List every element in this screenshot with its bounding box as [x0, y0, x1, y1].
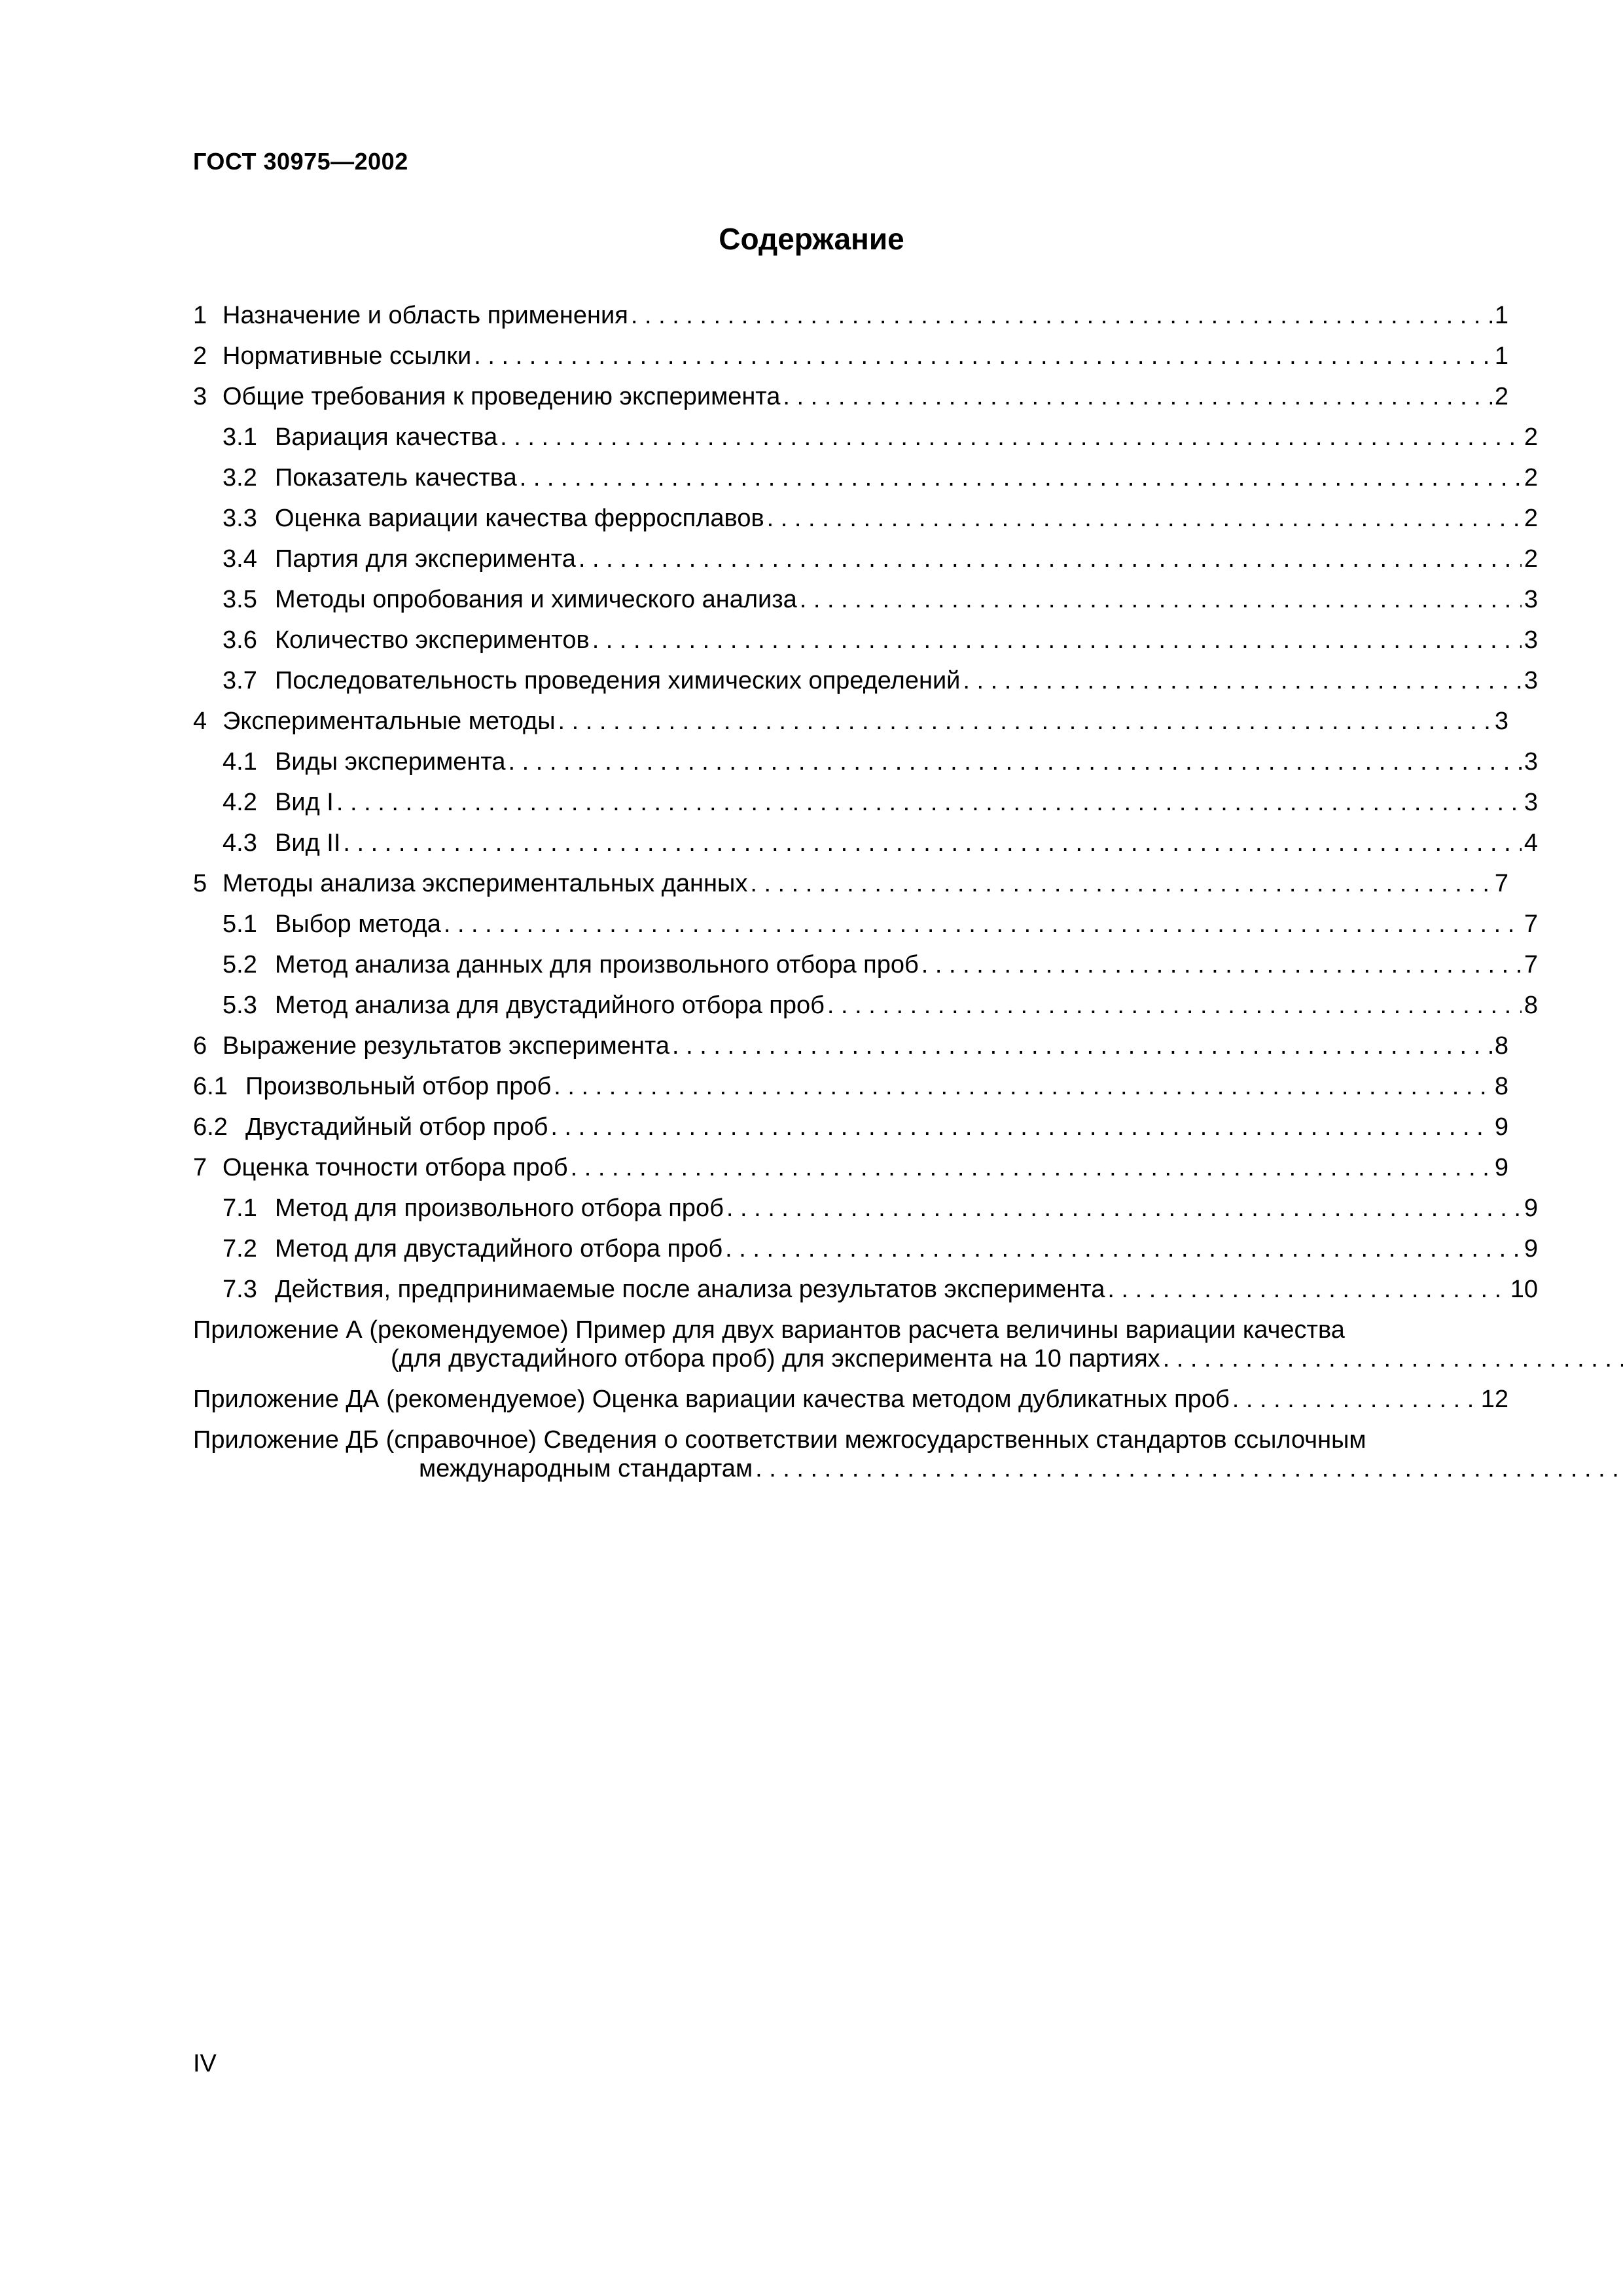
page-title: Содержание — [719, 222, 904, 256]
toc-leader-dots — [767, 504, 1522, 533]
table-of-contents — [193, 301, 1538, 1495]
toc-entry-number: 3.5 — [223, 586, 257, 613]
toc-entry-page: 8 — [1494, 1073, 1508, 1100]
appendix-title-line: Приложение А (рекомендуемое) Пример для двух вариантов расчета величины вариации качества — [193, 1316, 1345, 1344]
toc-entry-page: 12 — [1480, 1386, 1508, 1413]
toc-leader-dots — [571, 1153, 1492, 1182]
toc-entry-page: 2 — [1524, 423, 1538, 451]
toc-entry-label: Назначение и область применения — [223, 302, 628, 329]
toc-entry-page: 2 — [1494, 383, 1508, 410]
toc-entry — [193, 545, 1538, 585]
toc-leader-dots — [800, 585, 1522, 614]
toc-leader-dots — [558, 707, 1492, 736]
toc-entry-label: Партия для эксперимента — [275, 545, 576, 573]
toc-entry — [193, 1113, 1508, 1153]
toc-entry-page: 7 — [1494, 870, 1508, 897]
toc-entry-number: 3.7 — [223, 667, 257, 694]
toc-entry-page: 3 — [1524, 748, 1538, 776]
toc-entry — [193, 1072, 1508, 1113]
toc-entry-number: 5.2 — [223, 951, 257, 978]
toc-entry-number: 6.1 — [193, 1073, 228, 1100]
toc-entry — [193, 423, 1538, 463]
toc-leader-dots — [750, 869, 1492, 898]
toc-entry-page: 9 — [1524, 1194, 1538, 1222]
toc-entry — [193, 626, 1538, 666]
toc-entry-number: 1 — [193, 302, 207, 329]
toc-entry-page: 3 — [1524, 667, 1538, 694]
toc-entry-number: 3.4 — [223, 545, 257, 573]
toc-entry-number: 4.2 — [223, 789, 257, 816]
toc-entry-label: Общие требования к проведению эксперимента — [223, 383, 781, 410]
toc-entry-page: 2 — [1524, 545, 1538, 573]
toc-entry-label: Действия, предпринимаемые после анализа результатов эксперимента — [275, 1276, 1105, 1303]
toc-entry-label: Экспериментальные методы — [223, 708, 556, 735]
toc-entry-page: 9 — [1494, 1113, 1508, 1141]
toc-entry-label: Вариация качества — [275, 423, 498, 451]
toc-entry-number: 7.2 — [223, 1235, 257, 1263]
toc-entry-page: 9 — [1524, 1235, 1538, 1263]
appendix-title-continuation: (для двустадийного отбора проб) для эксперимента на 10 партиях — [391, 1345, 1160, 1372]
toc-appendix-entry — [193, 1316, 1508, 1373]
toc-leader-dots — [592, 626, 1522, 655]
toc-appendix-entry — [193, 1385, 1508, 1414]
toc-leader-dots — [474, 342, 1492, 370]
toc-entry-page: 2 — [1524, 505, 1538, 532]
toc-leader-dots — [1107, 1275, 1507, 1304]
toc-appendix-entry — [193, 1426, 1508, 1483]
toc-entry — [193, 504, 1538, 545]
toc-entry-label: Двустадийный отбор проб — [245, 1113, 548, 1141]
toc-entry-page: 4 — [1524, 829, 1538, 857]
toc-entry-number: 5 — [193, 870, 207, 897]
appendix-title-continuation: международным стандартам — [419, 1455, 753, 1482]
toc-leader-dots — [554, 1072, 1492, 1101]
toc-entry — [193, 747, 1538, 788]
toc-entry-label: Вид I — [275, 789, 334, 816]
toc-entry-page: 8 — [1494, 1032, 1508, 1060]
toc-leader-dots — [963, 666, 1521, 695]
appendix-title-line: Приложение ДА (рекомендуемое) Оценка вариации качества методом дубликатных проб — [193, 1386, 1230, 1413]
toc-leader-dots — [1163, 1344, 1623, 1373]
toc-entry-page: 1 — [1494, 342, 1508, 370]
toc-entry-page: 3 — [1524, 586, 1538, 613]
toc-entry-page: 7 — [1524, 951, 1538, 978]
page-number-footer: IV — [193, 2050, 217, 2077]
toc-entry-number: 3.1 — [223, 423, 257, 451]
toc-entry — [193, 1194, 1538, 1234]
toc-entry-page: 10 — [1510, 1276, 1538, 1303]
toc-entry-label: Выражение результатов эксперимента — [223, 1032, 669, 1060]
appendix-title-line: Приложение ДБ (справочное) Сведения о соответствии межгосударственных стандартов ссылочным — [193, 1426, 1366, 1454]
toc-leader-dots — [579, 545, 1522, 573]
toc-entry-number: 2 — [193, 342, 207, 370]
toc-leader-dots — [725, 1234, 1522, 1263]
toc-entry-page: 9 — [1494, 1154, 1508, 1181]
toc-entry — [193, 585, 1538, 626]
toc-entry-label: Количество экспериментов — [275, 626, 590, 654]
toc-entry — [193, 1234, 1538, 1275]
toc-entry-number: 6 — [193, 1032, 207, 1060]
toc-entry — [193, 991, 1538, 1031]
toc-leader-dots — [508, 747, 1521, 776]
toc-leader-dots — [921, 950, 1522, 979]
toc-leader-dots — [1232, 1385, 1478, 1414]
toc-entry-page: 7 — [1524, 910, 1538, 938]
toc-entry-label: Оценка точности отбора проб — [223, 1154, 568, 1181]
toc-entry-label: Показатель качества — [275, 464, 517, 492]
toc-entry-number: 3 — [193, 383, 207, 410]
toc-entry-label: Методы анализа экспериментальных данных — [223, 870, 748, 897]
toc-leader-dots — [444, 910, 1522, 939]
toc-entry-page: 2 — [1524, 464, 1538, 492]
toc-entry-page: 3 — [1524, 789, 1538, 816]
toc-leader-dots — [755, 1454, 1623, 1483]
toc-entry-number: 4.1 — [223, 748, 257, 776]
toc-entry — [193, 1275, 1538, 1316]
toc-entry — [193, 382, 1508, 423]
toc-entry — [193, 342, 1508, 382]
toc-leader-dots — [336, 788, 1522, 817]
toc-entry-number: 4.3 — [223, 829, 257, 857]
toc-leader-dots — [672, 1031, 1492, 1060]
toc-entry-label: Выбор метода — [275, 910, 441, 938]
toc-entry — [193, 707, 1508, 747]
toc-entry — [193, 950, 1538, 991]
toc-leader-dots — [550, 1113, 1491, 1141]
toc-entry-page: 3 — [1524, 626, 1538, 654]
toc-entry-label: Виды эксперимента — [275, 748, 506, 776]
toc-entry-label: Последовательность проведения химических определений — [275, 667, 961, 694]
toc-leader-dots — [783, 382, 1491, 411]
toc-entry — [193, 1153, 1508, 1194]
toc-entry — [193, 788, 1538, 829]
toc-entry — [193, 869, 1508, 910]
toc-leader-dots — [631, 301, 1492, 330]
toc-entry-label: Метод анализа данных для произвольного отбора проб — [275, 951, 919, 978]
document-header: ГОСТ 30975—2002 — [193, 148, 408, 175]
toc-leader-dots — [726, 1194, 1522, 1223]
toc-entry-number: 7 — [193, 1154, 207, 1181]
toc-entry — [193, 301, 1508, 342]
toc-entry — [193, 463, 1538, 504]
toc-entry-label: Оценка вариации качества ферросплавов — [275, 505, 764, 532]
toc-leader-dots — [343, 829, 1521, 857]
toc-entry-page: 1 — [1494, 302, 1508, 329]
toc-entry-label: Нормативные ссылки — [223, 342, 472, 370]
toc-leader-dots — [520, 463, 1522, 492]
toc-entry-number: 3.3 — [223, 505, 257, 532]
toc-entry — [193, 910, 1538, 950]
toc-entry-page: 8 — [1524, 992, 1538, 1019]
toc-entry-number: 7.3 — [223, 1276, 257, 1303]
toc-entry-page: 3 — [1494, 708, 1508, 735]
toc-entry-number: 3.6 — [223, 626, 257, 654]
toc-entry-label: Метод для произвольного отбора проб — [275, 1194, 724, 1222]
toc-entry-number: 4 — [193, 708, 207, 735]
toc-entry-label: Методы опробования и химического анализа — [275, 586, 797, 613]
toc-entry-label: Вид II — [275, 829, 341, 857]
toc-entry-number: 3.2 — [223, 464, 257, 492]
toc-entry-number: 6.2 — [193, 1113, 228, 1141]
toc-entry-number: 5.1 — [223, 910, 257, 938]
toc-leader-dots — [500, 423, 1522, 452]
toc-entry — [193, 666, 1538, 707]
toc-entry-number: 5.3 — [223, 992, 257, 1019]
toc-entry-label: Произвольный отбор проб — [245, 1073, 552, 1100]
toc-entry — [193, 829, 1538, 869]
toc-entry — [193, 1031, 1508, 1072]
toc-entry-label: Метод для двустадийного отбора проб — [275, 1235, 723, 1263]
toc-entry-number: 7.1 — [223, 1194, 257, 1222]
toc-entry-label: Метод анализа для двустадийного отбора проб — [275, 992, 825, 1019]
toc-leader-dots — [827, 991, 1522, 1020]
